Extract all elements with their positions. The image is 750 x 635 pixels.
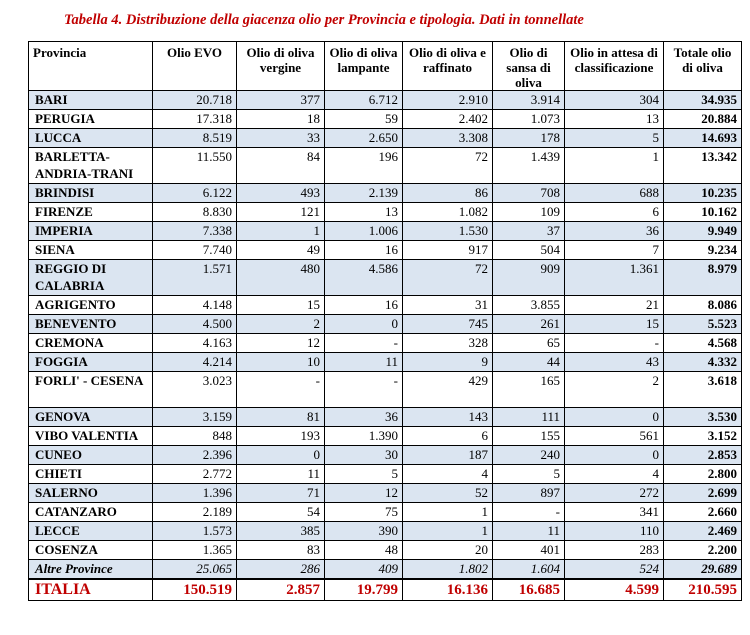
value-cell: 111	[493, 408, 565, 427]
value-cell: 15	[237, 296, 325, 315]
value-cell: 8.519	[153, 129, 237, 148]
total-cell: 10.235	[664, 184, 742, 203]
value-cell: 86	[403, 184, 493, 203]
value-cell: 196	[325, 148, 403, 184]
value-cell: 2.396	[153, 446, 237, 465]
value-cell: 1.802	[403, 560, 493, 580]
value-cell: 3.159	[153, 408, 237, 427]
value-cell: 3.308	[403, 129, 493, 148]
value-cell: 1.073	[493, 110, 565, 129]
value-cell: 11	[493, 522, 565, 541]
value-cell: 1.396	[153, 484, 237, 503]
value-cell: 504	[493, 241, 565, 260]
value-cell: 745	[403, 315, 493, 334]
value-cell: 708	[493, 184, 565, 203]
value-cell: 1	[237, 222, 325, 241]
value-cell: 5	[493, 465, 565, 484]
province-cell: CUNEO	[29, 446, 153, 465]
table-row	[29, 372, 742, 408]
total-cell: 3.152	[664, 427, 742, 446]
table-row	[29, 315, 742, 334]
value-cell: 2	[237, 315, 325, 334]
value-cell: 409	[325, 560, 403, 580]
col-header-attesa: Olio in attesa di classificazione	[565, 42, 664, 91]
value-cell: 12	[237, 334, 325, 353]
value-cell: 6	[403, 427, 493, 446]
value-cell: -	[493, 503, 565, 522]
table-row	[29, 296, 742, 315]
value-cell: 561	[565, 427, 664, 446]
table-row	[29, 148, 742, 184]
table-row	[29, 408, 742, 427]
table-row	[29, 503, 742, 522]
table-row	[29, 110, 742, 129]
value-cell: 8.830	[153, 203, 237, 222]
value-cell: 13	[325, 203, 403, 222]
value-cell: 75	[325, 503, 403, 522]
table-row	[29, 260, 742, 296]
value-cell: 5	[565, 129, 664, 148]
value-cell: 2.772	[153, 465, 237, 484]
value-cell: 848	[153, 427, 237, 446]
total-cell: 2.469	[664, 522, 742, 541]
total-cell: 3.530	[664, 408, 742, 427]
total-cell: 2.200	[664, 541, 742, 560]
table-row	[29, 334, 742, 353]
value-cell: 1.082	[403, 203, 493, 222]
value-cell: 143	[403, 408, 493, 427]
value-cell: 1	[403, 503, 493, 522]
value-cell: 4.599	[565, 579, 664, 601]
value-cell: 4.500	[153, 315, 237, 334]
value-cell: 0	[565, 408, 664, 427]
total-cell: 2.660	[664, 503, 742, 522]
col-header-lampante: Olio di oliva lampante	[325, 42, 403, 91]
province-cell: CHIETI	[29, 465, 153, 484]
value-cell: 1.571	[153, 260, 237, 296]
value-cell: 1.361	[565, 260, 664, 296]
value-cell: 7	[565, 241, 664, 260]
value-cell: 178	[493, 129, 565, 148]
value-cell: 30	[325, 446, 403, 465]
province-cell: VIBO VALENTIA	[29, 427, 153, 446]
value-cell: 65	[493, 334, 565, 353]
province-cell: FIRENZE	[29, 203, 153, 222]
value-cell: 150.519	[153, 579, 237, 601]
province-cell: PERUGIA	[29, 110, 153, 129]
total-cell: 34.935	[664, 91, 742, 110]
value-cell: 84	[237, 148, 325, 184]
value-cell: 240	[493, 446, 565, 465]
value-cell: 429	[403, 372, 493, 408]
total-cell: 4.568	[664, 334, 742, 353]
value-cell: 1.006	[325, 222, 403, 241]
value-cell: 524	[565, 560, 664, 580]
value-cell: 110	[565, 522, 664, 541]
header-row	[29, 42, 742, 91]
value-cell: 81	[237, 408, 325, 427]
value-cell: 493	[237, 184, 325, 203]
value-cell: 11	[325, 353, 403, 372]
province-cell: SIENA	[29, 241, 153, 260]
value-cell: 20.718	[153, 91, 237, 110]
value-cell: 16.136	[403, 579, 493, 601]
province-cell: CREMONA	[29, 334, 153, 353]
value-cell: 480	[237, 260, 325, 296]
value-cell: 4.214	[153, 353, 237, 372]
value-cell: 6.712	[325, 91, 403, 110]
table-row	[29, 203, 742, 222]
value-cell: 1.439	[493, 148, 565, 184]
table-row	[29, 522, 742, 541]
total-cell: 3.618	[664, 372, 742, 408]
total-row	[29, 579, 742, 601]
total-cell: 13.342	[664, 148, 742, 184]
value-cell: 16	[325, 241, 403, 260]
value-cell: 1.365	[153, 541, 237, 560]
table-row	[29, 184, 742, 203]
other-provinces-row	[29, 560, 742, 580]
province-cell: BRINDISI	[29, 184, 153, 203]
value-cell: 2.650	[325, 129, 403, 148]
value-cell: 19.799	[325, 579, 403, 601]
value-cell: 11.550	[153, 148, 237, 184]
table-row	[29, 541, 742, 560]
value-cell: 7.740	[153, 241, 237, 260]
value-cell: 385	[237, 522, 325, 541]
value-cell: 165	[493, 372, 565, 408]
value-cell: 155	[493, 427, 565, 446]
value-cell: 52	[403, 484, 493, 503]
total-cell: 29.689	[664, 560, 742, 580]
value-cell: 272	[565, 484, 664, 503]
province-cell: CATANZARO	[29, 503, 153, 522]
total-cell: 20.884	[664, 110, 742, 129]
total-cell: 8.979	[664, 260, 742, 296]
value-cell: 2.910	[403, 91, 493, 110]
value-cell: 48	[325, 541, 403, 560]
table-row	[29, 353, 742, 372]
value-cell: 21	[565, 296, 664, 315]
value-cell: 121	[237, 203, 325, 222]
total-cell: 14.693	[664, 129, 742, 148]
value-cell: 13	[565, 110, 664, 129]
value-cell: 6.122	[153, 184, 237, 203]
value-cell: 54	[237, 503, 325, 522]
value-cell: 7.338	[153, 222, 237, 241]
value-cell: 72	[403, 148, 493, 184]
province-cell: BARLETTA-ANDRIA-TRANI	[29, 148, 153, 184]
province-cell: ITALIA	[29, 579, 153, 601]
province-cell: GENOVA	[29, 408, 153, 427]
col-header-vergine: Olio di oliva vergine	[237, 42, 325, 91]
value-cell: 18	[237, 110, 325, 129]
value-cell: 5	[325, 465, 403, 484]
total-cell: 9.949	[664, 222, 742, 241]
total-cell: 10.162	[664, 203, 742, 222]
value-cell: 1	[403, 522, 493, 541]
value-cell: 59	[325, 110, 403, 129]
value-cell: 0	[237, 446, 325, 465]
value-cell: 4.163	[153, 334, 237, 353]
table-row	[29, 427, 742, 446]
total-cell: 210.595	[664, 579, 742, 601]
total-cell: 5.523	[664, 315, 742, 334]
table-row	[29, 446, 742, 465]
province-cell: Altre Province	[29, 560, 153, 580]
value-cell: 4	[403, 465, 493, 484]
value-cell: 286	[237, 560, 325, 580]
value-cell: 6	[565, 203, 664, 222]
value-cell: 43	[565, 353, 664, 372]
value-cell: 283	[565, 541, 664, 560]
province-cell: AGRIGENTO	[29, 296, 153, 315]
data-table	[28, 41, 742, 601]
value-cell: 0	[325, 315, 403, 334]
value-cell: 15	[565, 315, 664, 334]
province-cell: FORLI' - CESENA	[29, 372, 153, 408]
col-header-raffinato: Olio di oliva e raffinato	[403, 42, 493, 91]
value-cell: 3.855	[493, 296, 565, 315]
value-cell: 16.685	[493, 579, 565, 601]
value-cell: 897	[493, 484, 565, 503]
value-cell: 187	[403, 446, 493, 465]
value-cell: 0	[565, 446, 664, 465]
province-cell: LECCE	[29, 522, 153, 541]
total-cell: 2.699	[664, 484, 742, 503]
table-row	[29, 91, 742, 110]
total-cell: 2.800	[664, 465, 742, 484]
value-cell: 390	[325, 522, 403, 541]
value-cell: 17.318	[153, 110, 237, 129]
value-cell: 193	[237, 427, 325, 446]
value-cell: 4.586	[325, 260, 403, 296]
province-cell: LUCCA	[29, 129, 153, 148]
value-cell: 304	[565, 91, 664, 110]
total-cell: 2.853	[664, 446, 742, 465]
table-row	[29, 129, 742, 148]
value-cell: 1.573	[153, 522, 237, 541]
value-cell: -	[237, 372, 325, 408]
value-cell: 36	[325, 408, 403, 427]
value-cell: 11	[237, 465, 325, 484]
col-header-olio-evo: Olio EVO	[153, 42, 237, 91]
province-cell: REGGIO DI CALABRIA	[29, 260, 153, 296]
value-cell: 1.390	[325, 427, 403, 446]
total-cell: 8.086	[664, 296, 742, 315]
value-cell: 37	[493, 222, 565, 241]
province-cell: BENEVENTO	[29, 315, 153, 334]
col-header-sansa: Olio di sansa di oliva	[493, 42, 565, 91]
value-cell: 16	[325, 296, 403, 315]
value-cell: -	[325, 372, 403, 408]
total-cell: 9.234	[664, 241, 742, 260]
value-cell: 377	[237, 91, 325, 110]
value-cell: 2.402	[403, 110, 493, 129]
province-cell: IMPERIA	[29, 222, 153, 241]
value-cell: 3.023	[153, 372, 237, 408]
value-cell: 44	[493, 353, 565, 372]
province-cell: SALERNO	[29, 484, 153, 503]
value-cell: 2.857	[237, 579, 325, 601]
value-cell: 917	[403, 241, 493, 260]
col-header-provincia: Provincia	[29, 42, 153, 91]
value-cell: 33	[237, 129, 325, 148]
value-cell: 401	[493, 541, 565, 560]
total-cell: 4.332	[664, 353, 742, 372]
value-cell: 71	[237, 484, 325, 503]
table-row	[29, 484, 742, 503]
value-cell: 9	[403, 353, 493, 372]
value-cell: 341	[565, 503, 664, 522]
province-cell: COSENZA	[29, 541, 153, 560]
value-cell: 1.604	[493, 560, 565, 580]
value-cell: -	[565, 334, 664, 353]
value-cell: 1.530	[403, 222, 493, 241]
province-cell: FOGGIA	[29, 353, 153, 372]
value-cell: 25.065	[153, 560, 237, 580]
province-cell: BARI	[29, 91, 153, 110]
value-cell: 4.148	[153, 296, 237, 315]
value-cell: 20	[403, 541, 493, 560]
value-cell: 72	[403, 260, 493, 296]
table-row	[29, 241, 742, 260]
col-header-totale: Totale olio di oliva	[664, 42, 742, 91]
table-row	[29, 222, 742, 241]
value-cell: 10	[237, 353, 325, 372]
value-cell: 2.189	[153, 503, 237, 522]
value-cell: 109	[493, 203, 565, 222]
value-cell: 261	[493, 315, 565, 334]
value-cell: 2.139	[325, 184, 403, 203]
table-row	[29, 465, 742, 484]
value-cell: 909	[493, 260, 565, 296]
value-cell: 4	[565, 465, 664, 484]
value-cell: 3.914	[493, 91, 565, 110]
value-cell: 328	[403, 334, 493, 353]
table-title: Tabella 4. Distribuzione della giacenza olio per Provincia e tipologia. Dati in tonnellate	[64, 12, 584, 28]
value-cell: 83	[237, 541, 325, 560]
value-cell: 2	[565, 372, 664, 408]
value-cell: -	[325, 334, 403, 353]
value-cell: 49	[237, 241, 325, 260]
value-cell: 12	[325, 484, 403, 503]
value-cell: 688	[565, 184, 664, 203]
value-cell: 36	[565, 222, 664, 241]
value-cell: 1	[565, 148, 664, 184]
value-cell: 31	[403, 296, 493, 315]
